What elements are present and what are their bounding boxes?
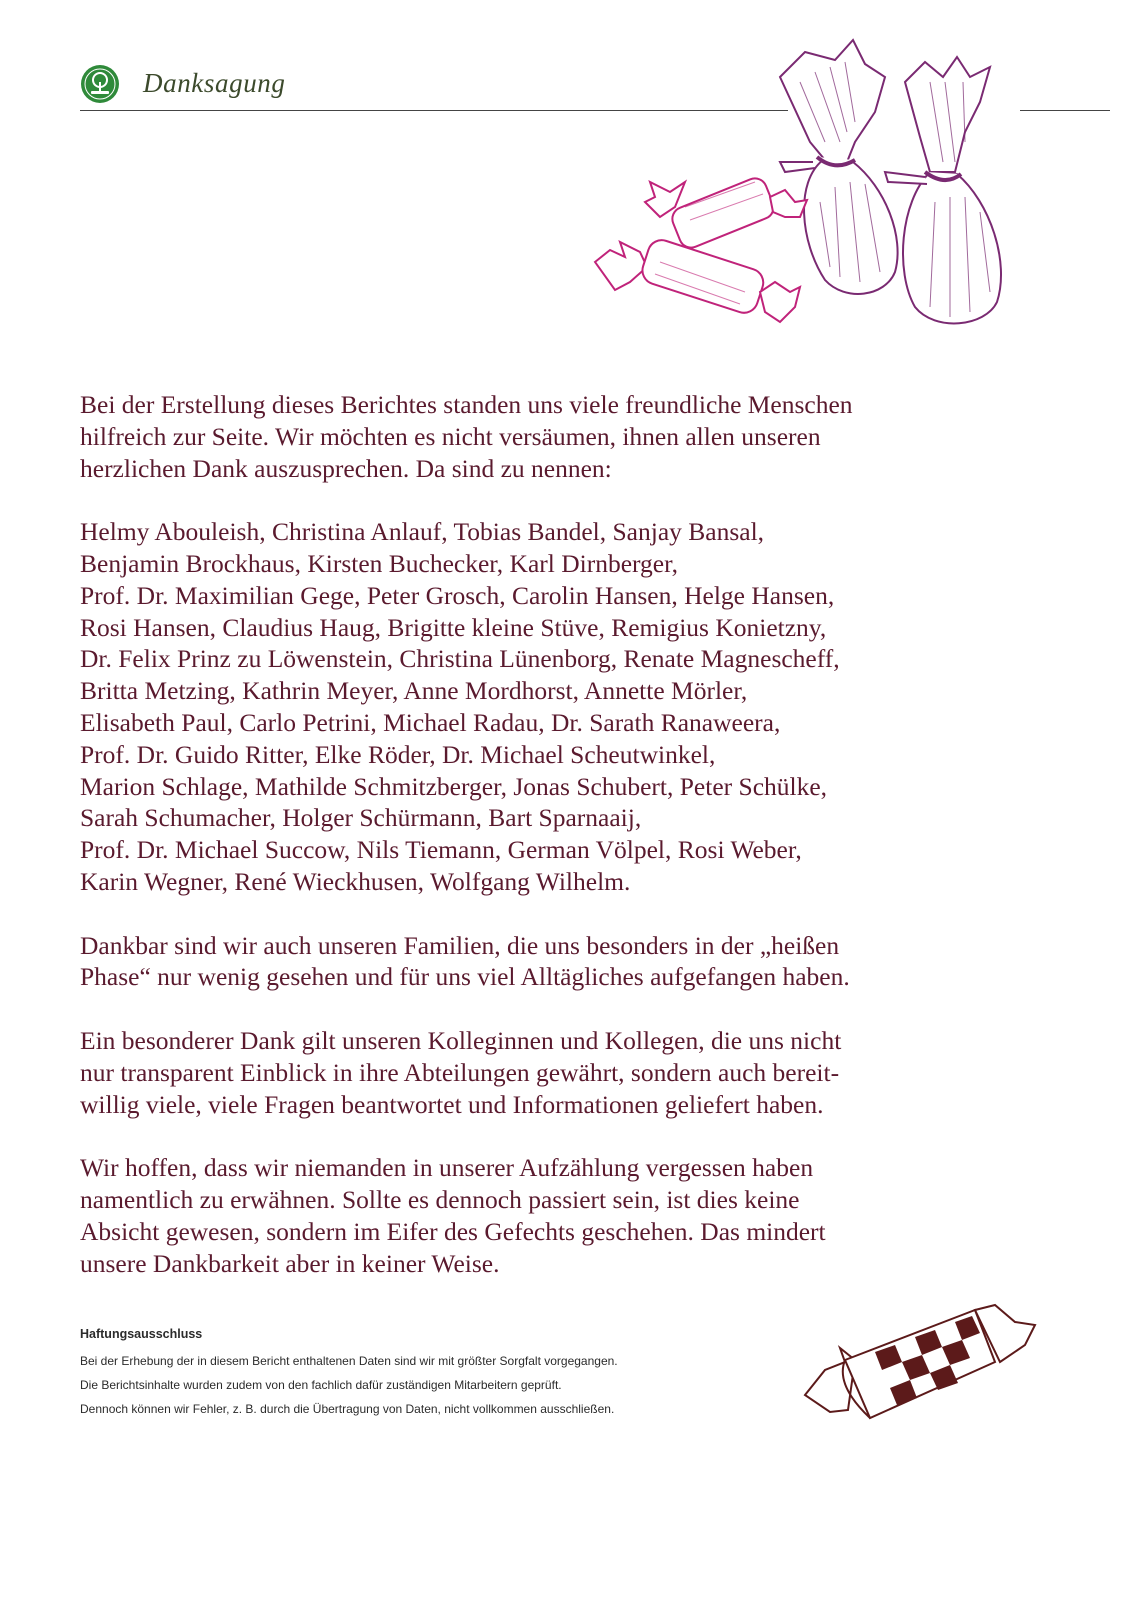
- text-line: herzlichen Dank auszusprechen. Da sind zu nennen:: [80, 453, 612, 483]
- text-line: Benjamin Brockhaus, Kirsten Buchecker, Karl Dirnberger,: [80, 548, 678, 578]
- text-line: Prof. Dr. Michael Succow, Nils Tiemann, German Völpel, Rosi Weber,: [80, 835, 802, 865]
- body-text: [80, 389, 980, 1311]
- text-line: hilfreich zur Seite. Wir möchten es nicht versäumen, ihnen allen unseren: [80, 421, 821, 451]
- text-line: Marion Schlage, Mathilde Schmitzberger, Jonas Schubert, Peter Schülke,: [80, 771, 828, 801]
- pink-candy-icon: [595, 175, 807, 322]
- purple-candy-icon: [885, 57, 1001, 323]
- text-line: Rosi Hansen, Claudius Haug, Brigitte kleine Stüve, Remigius Konietzny,: [80, 612, 827, 642]
- text-line: Absicht gewesen, sondern im Eifer des Gefechts geschehen. Das mindert: [80, 1216, 826, 1246]
- disclaimer-line: Die Berichtsinhalte wurden zudem von den fachlich dafür zuständigen Mitarbeitern geprüft.: [80, 1378, 562, 1392]
- text-line: Dankbar sind wir auch unseren Familien, die uns besonders in der „heißen: [80, 930, 840, 960]
- disclaimer-heading: Haftungsausschluss: [80, 1327, 203, 1341]
- disclaimer: [80, 1327, 780, 1421]
- text-line: Karin Wegner, René Wieckhusen, Wolfgang Wilhelm.: [80, 866, 631, 896]
- page-title: Danksagung: [143, 68, 286, 98]
- header-rule-right: [1020, 110, 1110, 111]
- text-line: Prof. Dr. Maximilian Gege, Peter Grosch, Carolin Hansen, Helge Hansen,: [80, 580, 835, 610]
- text-line: Prof. Dr. Guido Ritter, Elke Röder, Dr. Michael Scheutwinkel,: [80, 739, 716, 769]
- checkered-candy-icon: [800, 1300, 1040, 1435]
- text-line: nur transparent Einblick in ihre Abteilungen gewährt, sondern auch bereit-: [80, 1057, 840, 1087]
- colleagues-paragraph: [80, 1025, 980, 1120]
- text-line: Bei der Erstellung dieses Berichtes standen uns viele freundliche Menschen: [80, 390, 853, 419]
- text-line: unsere Dankbarkeit aber in keiner Weise.: [80, 1248, 500, 1278]
- text-line: Ein besonderer Dank gilt unseren Kolleginnen und Kollegen, die uns nicht: [80, 1025, 842, 1055]
- candy-illustration: [585, 22, 1025, 342]
- purple-candy-icon: [780, 40, 898, 294]
- text-line: Dr. Felix Prinz zu Löwenstein, Christina Lünenborg, Renate Magnescheff,: [80, 644, 840, 674]
- text-line: Elisabeth Paul, Carlo Petrini, Michael Radau, Dr. Sarath Ranaweera,: [80, 707, 781, 737]
- tree-logo-icon: [80, 64, 120, 104]
- text-line: namentlich zu erwähnen. Sollte es dennoch passiert sein, ist dies keine: [80, 1184, 800, 1214]
- text-line: Helmy Abouleish, Christina Anlauf, Tobias Bandel, Sanjay Bansal,: [80, 517, 765, 547]
- text-line: Britta Metzing, Kathrin Meyer, Anne Mordhorst, Annette Mörler,: [80, 676, 748, 706]
- disclaimer-line: Bei der Erhebung der in diesem Bericht enthaltenen Daten sind wir mit größter Sorgfalt vorgegangen.: [80, 1354, 618, 1368]
- text-line: willig viele, viele Fragen beantwortet und Informationen geliefert haben.: [80, 1089, 824, 1119]
- family-paragraph: [80, 930, 980, 994]
- closing-paragraph: [80, 1152, 980, 1279]
- text-line: Wir hoffen, dass wir niemanden in unserer Aufzählung vergessen haben: [80, 1153, 814, 1183]
- intro-paragraph: [80, 389, 980, 484]
- text-line: Phase“ nur wenig gesehen und für uns viel Alltägliches aufgefangen haben.: [80, 962, 850, 992]
- names-paragraph: [80, 516, 980, 898]
- disclaimer-line: Dennoch können wir Fehler, z. B. durch die Übertragung von Daten, nicht vollkommen ausschließen.: [80, 1402, 615, 1416]
- text-line: Sarah Schumacher, Holger Schürmann, Bart Sparnaaij,: [80, 803, 642, 833]
